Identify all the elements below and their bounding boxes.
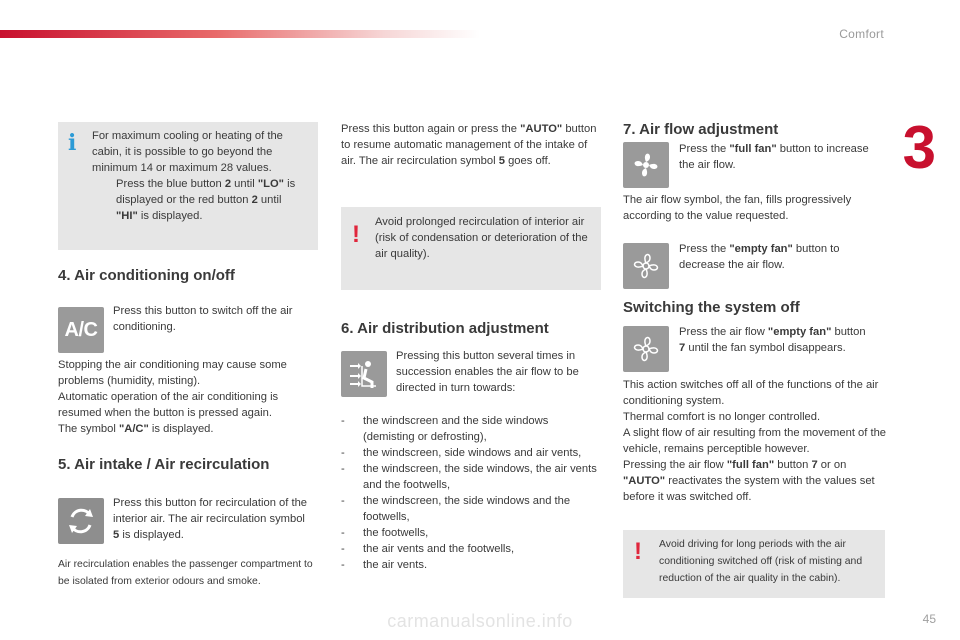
distribution-button-icon: [341, 351, 387, 397]
airflow-heading: 7. Air flow adjustment: [623, 121, 779, 138]
info-bullet: Press the blue button 2 until "LO" is displayed or the red button 2 until "HI" is displayed.: [116, 178, 296, 222]
empty-fan-text: Press the "empty fan" button to decrease the air flow.: [679, 243, 840, 271]
warning-icon: !: [634, 538, 642, 565]
page-number: 45: [922, 612, 936, 626]
empty-fan-icon: [628, 248, 664, 284]
info-box: [58, 122, 318, 250]
distribution-heading: 6. Air distribution adjustment: [341, 320, 549, 337]
recirculation-button-icon: [58, 498, 104, 544]
info-icon: i: [68, 130, 77, 156]
list-item: - the footwells,: [341, 525, 603, 541]
watermark: carmanualsonline.info: [387, 611, 573, 631]
switchoff-button-text: Press the air flow "empty fan" button 7 until the fan symbol disappears.: [679, 326, 866, 354]
list-item: - the air vents and the footwells,: [341, 541, 603, 557]
switchoff-heading: Switching the system off: [623, 299, 800, 316]
empty-fan-button-icon: [623, 243, 669, 289]
full-fan-icon: [628, 147, 664, 183]
header-accent-bar: [0, 30, 480, 38]
recirculation-warning-text: Avoid prolonged recirculation of interior air (risk of condensation or deterioration of the air quality).: [375, 216, 588, 260]
intake-heading: 5. Air intake / Air recirculation: [58, 456, 270, 473]
distribution-text: Pressing this button several times in succession enables the air flow to be directed in turn towards:: [396, 350, 579, 394]
switchoff-fan-button-icon: [623, 326, 669, 372]
list-item: - the windscreen, the side windows and the footwells,: [341, 493, 603, 525]
intake-text: Press this button for recirculation of the interior air. The air recirculation symbol 5 is displayed.: [113, 497, 308, 541]
ac-heading: 4. Air conditioning on/off: [58, 267, 235, 284]
air-distribution-icon: [346, 356, 382, 392]
list-item: - the air vents.: [341, 557, 603, 573]
list-item: - the windscreen and the side windows (demisting or defrosting),: [341, 413, 603, 445]
section-title: Comfort: [839, 27, 884, 41]
ac-icon-label: A/C: [64, 318, 98, 341]
recirculation-warning-box: [341, 207, 601, 290]
full-fan-text: Press the "full fan" button to increase the air flow.: [679, 143, 869, 171]
switchoff-warning-box: [623, 530, 885, 598]
auto-resume-text: Press this button again or press the "AUTO" button to resume automatic management of the intake of air. The air recirculation symbol 5 goes off.: [341, 123, 597, 167]
empty-fan-icon: [628, 331, 664, 367]
chapter-number: 3: [902, 114, 936, 181]
ac-description: Stopping the air conditioning may cause some problems (humidity, misting). Automatic operation of the air conditioning is resumed when the button is pressed again. The symbol "A/C" is displayed.: [58, 359, 287, 435]
list-item: - the windscreen, side windows and air vents,: [341, 445, 603, 461]
switchoff-warning-text: Avoid driving for long periods with the air conditioning switched off (risk of misting and reduction of the air quality in the cabin).: [659, 539, 863, 584]
info-text: For maximum cooling or heating of the cabin, it is possible to go beyond the minimum 14 or maximum 28 values. Press the blue button 2 until "LO" is displayed or the red button 2 until "HI" is displayed.: [92, 128, 306, 224]
intake-note: Air recirculation enables the passenger compartment to be isolated from exterior odours and smoke.: [58, 559, 313, 587]
recirculation-icon: [63, 503, 99, 539]
distribution-list: [341, 413, 603, 573]
ac-button-icon: [58, 307, 104, 353]
airflow-description: The air flow symbol, the fan, fills progressively according to the value requested.: [623, 194, 852, 222]
switchoff-description: This action switches off all of the functions of the air conditioning system. Thermal comfort is no longer controlled. A slight flow of air resulting from the movement of the vehicle, remains perceptible however. Pressing the air flow "full fan" button 7 or on "AUTO" reactivates the system with the values set before it was switched off.: [623, 379, 887, 503]
ac-button-text: Press this button to switch off the air conditioning.: [113, 305, 293, 333]
full-fan-button-icon: [623, 142, 669, 188]
warning-icon: !: [352, 221, 360, 248]
list-item: - the windscreen, the side windows, the air vents and the footwells,: [341, 461, 603, 493]
